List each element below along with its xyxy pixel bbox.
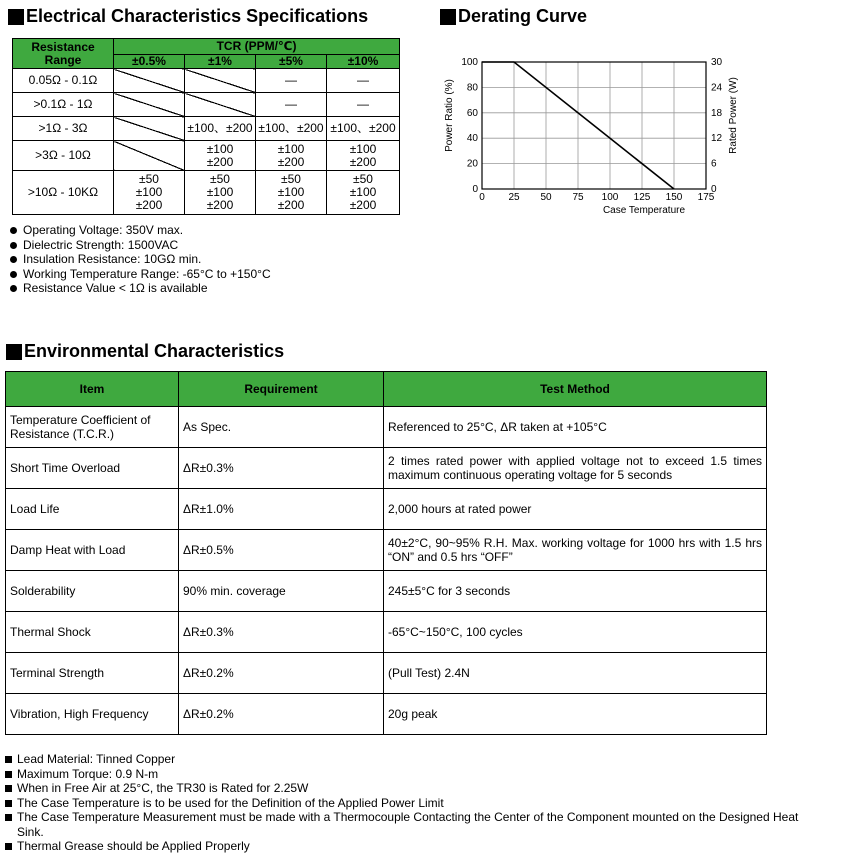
environmental-heading: [6, 341, 284, 362]
heading-square-icon: [440, 9, 456, 25]
test-method-cell: -65°C~150°C, 100 cycles: [384, 612, 767, 653]
test-method-cell: Referenced to 25°C, ΔR taken at +105°C: [384, 407, 767, 448]
item-cell: Thermal Shock: [6, 612, 179, 653]
tcr-cell: ±100 ±200: [327, 141, 400, 171]
y-tick-label: 100: [461, 57, 478, 68]
table-row: [6, 653, 767, 694]
note-item: Dielectric Strength: 1500VAC: [10, 238, 271, 253]
requirement-cell: As Spec.: [179, 407, 384, 448]
table-header-row: [6, 372, 767, 407]
x-tick-label: 0: [479, 192, 485, 203]
table-row: [13, 93, 400, 117]
range-cell: 0.05Ω - 0.1Ω: [13, 69, 114, 93]
table-row: [13, 171, 400, 215]
note-item: Thermal Grease should be Applied Properly: [4, 839, 804, 854]
tcr-cell: ±100 ±200: [185, 141, 256, 171]
y2-tick-label: 6: [711, 158, 717, 170]
y-tick-label: 0: [472, 184, 478, 195]
y-tick-label: 40: [466, 133, 478, 145]
note-item: Insulation Resistance: 10GΩ min.: [10, 252, 271, 267]
column-header: Item: [6, 372, 179, 407]
note-item: When in Free Air at 25°C, the TR30 is Rated for 2.25W: [4, 781, 804, 796]
y2-axis-label: Rated Power (W): [728, 77, 739, 154]
item-cell: Short Time Overload: [6, 448, 179, 489]
tcr-cell: ±50 ±100 ±200: [114, 171, 185, 215]
tcr-cell: ±50 ±100 ±200: [256, 171, 327, 215]
test-method-cell: 2,000 hours at rated power: [384, 489, 767, 530]
footer-notes: [4, 752, 804, 854]
tcr-cell: —: [327, 93, 400, 117]
tolerance-header: ±1%: [185, 55, 256, 69]
requirement-cell: ΔR±0.3%: [179, 448, 384, 489]
table-row: [13, 117, 400, 141]
heading-square-icon: [8, 9, 24, 25]
tcr-cell: —: [256, 93, 327, 117]
x-axis-label: Case Temperature: [602, 205, 686, 216]
note-item: Working Temperature Range: -65°C to +150°C: [10, 267, 271, 282]
item-cell: Damp Heat with Load: [6, 530, 179, 571]
note-item: Lead Material: Tinned Copper: [4, 752, 804, 767]
y2-tick-label: 18: [711, 107, 723, 119]
test-method-cell: (Pull Test) 2.4N: [384, 653, 767, 694]
note-item: The Case Temperature is to be used for the Definition of the Applied Power Limit: [4, 796, 804, 811]
table-row: [6, 694, 767, 735]
test-method-cell: 2 times rated power with applied voltage not to exceed 1.5 times maximum continuous operating voltage for 5 seconds: [384, 448, 767, 489]
range-cell: >10Ω - 10KΩ: [13, 171, 114, 215]
y2-tick-label: 12: [711, 133, 723, 145]
y-tick-label: 80: [466, 82, 478, 94]
note-item: Resistance Value < 1Ω is available: [10, 281, 271, 296]
y2-tick-label: 24: [711, 82, 723, 94]
y-tick-label: 20: [466, 158, 478, 170]
note-item: The Case Temperature Measurement must be made with a Thermocouple Contacting the Center of the Component mounted on the Designed Heat Sink.: [4, 810, 804, 839]
na-diagonal-cell: [185, 93, 256, 117]
derating-heading: [440, 6, 587, 27]
resistance-range-header: Resistance Range: [13, 39, 114, 69]
test-method-cell: 245±5°C for 3 seconds: [384, 571, 767, 612]
y-axis-label: Power Ratio (%): [444, 79, 455, 152]
tcr-cell: ±100、±200: [256, 117, 327, 141]
table-row: [6, 530, 767, 571]
tolerance-header: ±10%: [327, 55, 400, 69]
x-tick-label: 150: [665, 192, 683, 203]
requirement-cell: ΔR±1.0%: [179, 489, 384, 530]
x-tick-label: 125: [633, 192, 651, 203]
table-row: [6, 448, 767, 489]
y-tick-label: 60: [466, 107, 478, 119]
note-item: Maximum Torque: 0.9 N-m: [4, 767, 804, 782]
heading-square-icon: [6, 344, 22, 360]
column-header: Requirement: [179, 372, 384, 407]
item-cell: Terminal Strength: [6, 653, 179, 694]
x-tick-label: 75: [572, 192, 584, 203]
table-row: [6, 489, 767, 530]
environmental-heading-text: Environmental Characteristics: [24, 341, 285, 361]
tcr-cell: ±100 ±200: [256, 141, 327, 171]
tcr-cell: —: [327, 69, 400, 93]
item-cell: Load Life: [6, 489, 179, 530]
requirement-cell: 90% min. coverage: [179, 571, 384, 612]
electrical-notes: [10, 223, 271, 296]
na-diagonal-cell: [114, 93, 185, 117]
tcr-header: TCR (PPM/℃): [114, 39, 400, 55]
environmental-table: [5, 371, 767, 735]
electrical-heading-text: Electrical Characteristics Specifications: [26, 6, 369, 26]
tcr-cell: ±100、±200: [327, 117, 400, 141]
range-cell: >1Ω - 3Ω: [13, 117, 114, 141]
note-item: Operating Voltage: 350V max.: [10, 223, 271, 238]
table-row: [6, 407, 767, 448]
test-method-cell: 40±2°C, 90~95% R.H. Max. working voltage for 1000 hrs with 1.5 hrs “ON” and 0.5 hrs “OFF”: [384, 530, 767, 571]
tolerance-header: ±5%: [256, 55, 327, 69]
x-tick-label: 50: [540, 192, 552, 203]
y2-tick-label: 0: [711, 184, 717, 195]
x-tick-label: 25: [508, 192, 520, 203]
tolerance-header: ±0.5%: [114, 55, 185, 69]
table-row: [6, 571, 767, 612]
item-cell: Temperature Coefficient of Resistance (T.C.R.): [6, 407, 179, 448]
table-row: [6, 612, 767, 653]
na-diagonal-cell: [114, 141, 185, 171]
y2-tick-label: 30: [711, 57, 723, 68]
table-row: [13, 141, 400, 171]
column-header: Test Method: [384, 372, 767, 407]
na-diagonal-cell: [185, 69, 256, 93]
x-tick-label: 100: [601, 192, 619, 203]
derating-heading-text: Derating Curve: [458, 6, 588, 26]
na-diagonal-cell: [114, 69, 185, 93]
requirement-cell: ΔR±0.3%: [179, 612, 384, 653]
requirement-cell: ΔR±0.2%: [179, 694, 384, 735]
derating-chart: [430, 40, 740, 230]
tcr-cell: —: [256, 69, 327, 93]
tcr-cell: ±50 ±100 ±200: [185, 171, 256, 215]
x-tick-label: 175: [697, 192, 715, 203]
tcr-cell: ±100、±200: [185, 117, 256, 141]
electrical-spec-table: [12, 38, 400, 215]
range-cell: >0.1Ω - 1Ω: [13, 93, 114, 117]
table-row: [13, 69, 400, 93]
requirement-cell: ΔR±0.5%: [179, 530, 384, 571]
requirement-cell: ΔR±0.2%: [179, 653, 384, 694]
test-method-cell: 20g peak: [384, 694, 767, 735]
item-cell: Solderability: [6, 571, 179, 612]
range-cell: >3Ω - 10Ω: [13, 141, 114, 171]
electrical-heading: [8, 6, 368, 27]
tcr-cell: ±50 ±100 ±200: [327, 171, 400, 215]
na-diagonal-cell: [114, 117, 185, 141]
item-cell: Vibration, High Frequency: [6, 694, 179, 735]
